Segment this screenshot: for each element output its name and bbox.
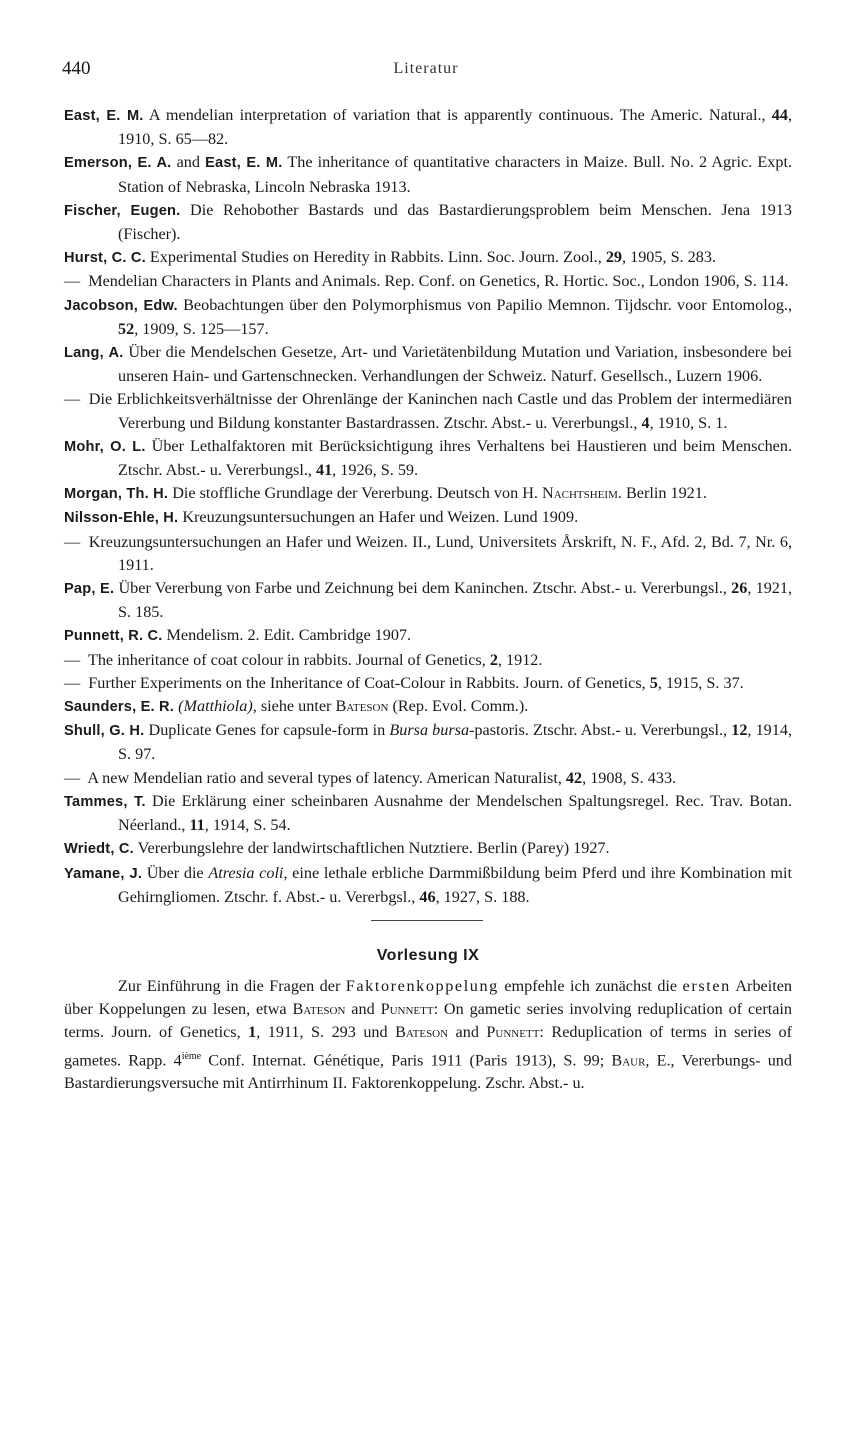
reference-entry: Mohr, O. L. Über Lethalfaktoren mit Berücksichtigung ihres Verhaltens bei Haustieren und beim Menschen. Ztschr. Abst.- u. Vererbungsl., 41, 1926, S. 59. bbox=[64, 436, 792, 480]
reference-entry: Nilsson-Ehle, H. Kreuzungsuntersuchungen an Hafer und Weizen. Lund 1909. bbox=[64, 508, 579, 527]
reference-entry: Wriedt, C. Vererbungslehre der landwirtschaftlichen Nutztiere. Berlin (Parey) 1927. bbox=[64, 839, 610, 858]
reference-list bbox=[64, 104, 792, 1095]
reference-entry: Shull, G. H. Duplicate Genes for capsule-form in Bursa bursa-pastoris. Ztschr. Abst.- u. Vererbungsl., 12, 1914, S. 97. bbox=[64, 721, 793, 764]
reference-entry: — Further Experiments on the Inheritance of Coat-Colour in Rabbits. Journ. of Genetics, 5, 1915, S. 37. bbox=[64, 673, 744, 692]
reference-entry: Lang, A. Über die Mendelschen Gesetze, Art- und Varietätenbildung Mutation und Variation, insbesondere bei unseren Hain- und Gartenschnecken. Verhandlungen der Schweiz. Naturf. Gesellsch., Luzern 1906. bbox=[64, 343, 792, 386]
reference-entry: Morgan, Th. H. Die stoffliche Grundlage der Vererbung. Deutsch von H. Nachtsheim. Berlin 1921. bbox=[64, 484, 707, 503]
reference-entry: — The inheritance of coat colour in rabbits. Journal of Genetics, 2, 1912. bbox=[64, 650, 543, 669]
reference-entry: Pap, E. Über Vererbung von Farbe und Zeichnung bei dem Kaninchen. Ztschr. Abst.- u. Vererbungsl., 26, 1921, S. 185. bbox=[64, 579, 793, 622]
reference-entry: — Die Erblichkeitsverhältnisse der Ohrenlänge der Kaninchen nach Castle und das Problem der intermediären Vererbung und Bildung konstanter Bastardrassen. Ztschr. Abst.- u. Vererbungsl., 4, 1910, S. 1. bbox=[64, 390, 793, 432]
reference-entry: Fischer, Eugen. Die Rehobother Bastards und das Bastardierungsproblem beim Menschen. Jena 1913 (Fischer). bbox=[64, 200, 792, 244]
reference-entry: East, E. M. A mendelian interpretation of variation that is apparently continuous. The Americ. Natural., 44, 1910, S. 65—82. bbox=[64, 106, 792, 149]
reference-entry: Hurst, C. C. Experimental Studies on Heredity in Rabbits. Linn. Soc. Journ. Zool., 29, 1905, S. 283. bbox=[64, 248, 716, 267]
reference-entry: Jacobson, Edw. Beobachtungen über den Polymorphismus von Papilio Memnon. Tijdschr. voor Entomolog., 52, 1909, S. 125—157. bbox=[64, 295, 793, 338]
page-number: 440 bbox=[62, 58, 91, 79]
reference-entry: Emerson, E. A. and East, E. M. The inheritance of quantitative characters in Maize. Bull. No. 2 Agric. Expt. Station of Nebraska, Lincoln Nebraska 1913. bbox=[64, 153, 792, 196]
running-head: Literatur bbox=[393, 60, 459, 77]
section-paragraph: Zur Einführung in die Fragen der Faktorenkoppelung empfehle ich zunächst die ersten Arbeiten über Koppelungen zu lesen, etwa Bateson and Punnett: On gametic series involving reduplication of certain terms. Journ. of Genetics, 1, 1911, S. 293 und Bateson and Punnett: Reduplication of terms in series of gametes. Rapp. 4ième Conf. Internat. Génétique, Paris 1911 (Paris 1913), S. 99; Baur, E., Vererbungs- und Bastardierungsversuche mit Antirrhinum II. Faktorenkoppelung. Zschr. Abst.- u. bbox=[64, 976, 793, 1093]
reference-entry: — Mendelian Characters in Plants and Animals. Rep. Conf. on Genetics, R. Hortic. Soc., London 1906, S. 114. bbox=[64, 272, 789, 291]
separator-rule bbox=[371, 920, 483, 921]
reference-entry: Yamane, J. Über die Atresia coli, eine lethale erbliche Darmmißbildung beim Pferd und ihre Kombination mit Gehirngliomen. Ztschr. f. Abst.- u. Vererbgsl., 46, 1927, S. 188. bbox=[64, 863, 793, 906]
reference-entry: — A new Mendelian ratio and several types of latency. American Naturalist, 42, 1908, S. 433. bbox=[64, 768, 677, 787]
reference-entry: Tammes, T. Die Erklärung einer scheinbaren Ausnahme der Mendelschen Spaltungsregel. Rec. Trav. Botan. Néerland., 11, 1914, S. 54. bbox=[64, 791, 793, 835]
section-heading: Vorlesung IX bbox=[376, 946, 480, 964]
page-header bbox=[62, 58, 790, 82]
reference-entry: Saunders, E. R. (Matthiola), siehe unter Bateson (Rep. Evol. Comm.). bbox=[64, 697, 529, 716]
reference-entry: — Kreuzungsuntersuchungen an Hafer und Weizen. II., Lund, Universitets Årskrift, N. F., Afd. 2, Bd. 7, Nr. 6, 1911. bbox=[64, 532, 792, 574]
reference-entry: Punnett, R. C. Mendelism. 2. Edit. Cambridge 1907. bbox=[64, 626, 412, 645]
